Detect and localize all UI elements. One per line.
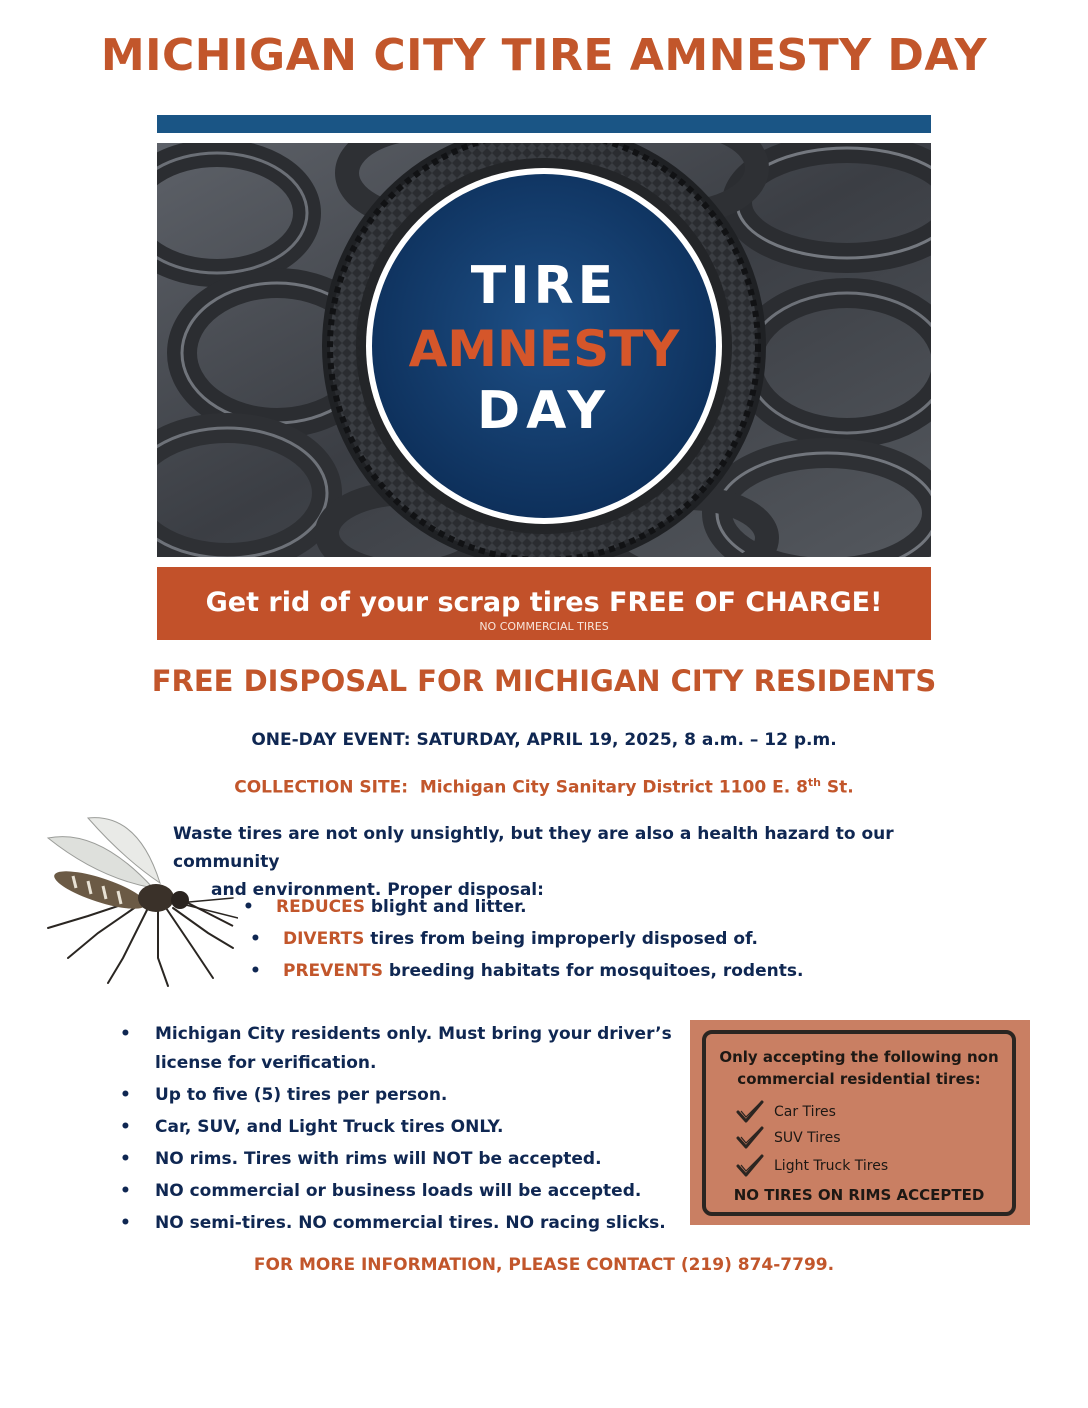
accepted-tire-label: SUV Tires [774,1130,841,1146]
accepted-tire-item [736,1100,836,1124]
rule-item [120,1020,680,1078]
bullet: • [120,1085,131,1105]
benefit-keyword: DIVERTS [283,929,365,949]
rule-item [120,1081,680,1110]
event-date: ONE-DAY EVENT: SATURDAY, APRIL 19, 2025, 8 a.m. – 12 p.m. [251,730,837,750]
benefit-text: blight and litter. [364,897,527,917]
accepted-tire-item [736,1126,841,1150]
collection-site [0,776,1088,798]
benefit-item [250,961,870,981]
free-of-charge-banner [157,567,931,640]
rule-item [120,1145,680,1174]
accepted-tires-title [706,1046,1012,1090]
banner-subtext: NO COMMERCIAL TIRES [479,620,609,633]
benefit-text: breeding habitats for mosquitoes, rodents. [383,961,804,981]
badge-text-day: DAY [476,381,612,441]
collection-site-address: Michigan City Sanitary District 1100 E. 8 [419,777,808,798]
banner-headline: Get rid of your scrap tires FREE OF CHARGE! [205,587,883,618]
section-heading: FREE DISPOSAL FOR MICHIGAN CITY RESIDENTS [151,664,937,698]
badge-text-tire: TIRE [470,256,618,316]
accepted-tires-frame [702,1030,1016,1216]
rule-text: NO rims. Tires with rims will NOT be accepted. [155,1149,602,1169]
benefit-text: tires from being improperly disposed of. [364,929,758,949]
rule-text: Michigan City residents only. Must bring your driver’s license for verification. [155,1024,672,1073]
benefit-item [243,897,863,917]
no-rims-notice: NO TIRES ON RIMS ACCEPTED [733,1186,985,1204]
bullet: • [120,1117,131,1137]
bullet: • [120,1181,131,1201]
collection-site-label: COLLECTION SITE: [234,777,409,798]
accepted-tires-title-line-1: Only accepting the following non [719,1048,999,1066]
rule-text: Up to five (5) tires per person. [155,1085,448,1105]
bullet: • [120,1024,131,1044]
intro-line-2: and environment. Proper disposal: [211,880,544,900]
benefit-keyword: PREVENTS [283,961,383,981]
accepted-tire-label: Light Truck Tires [774,1158,889,1174]
page-title: MICHIGAN CITY TIRE AMNESTY DAY [100,30,988,81]
intro-paragraph [173,820,1003,904]
accepted-tire-item [736,1154,888,1178]
blue-divider-bar [157,115,931,133]
contact-info: FOR MORE INFORMATION, PLEASE CONTACT (219) 874-7799. [253,1255,835,1275]
rule-item [120,1209,680,1238]
checkmark-icon [736,1126,764,1150]
hero-tire-image [157,143,931,557]
accepted-tires-title-line-2: commercial residential tires: [737,1070,981,1088]
badge-text-amnesty: AMNESTY [408,320,680,378]
bullet: • [250,929,261,949]
accepted-tire-label: Car Tires [774,1104,836,1120]
accepted-tires-box [690,1020,1030,1225]
bullet: • [120,1213,131,1233]
rule-item [120,1113,680,1142]
bullet: • [243,897,254,917]
rule-text: NO semi-tires. NO commercial tires. NO racing slicks. [155,1213,666,1233]
benefit-keyword: REDUCES [276,897,365,917]
bullet: • [250,961,261,981]
collection-site-street: St. [821,777,854,798]
bullet: • [120,1149,131,1169]
rule-text: NO commercial or business loads will be accepted. [155,1181,642,1201]
rule-item [120,1177,680,1206]
checkmark-icon [736,1100,764,1124]
checkmark-icon [736,1154,764,1178]
intro-line-1: Waste tires are not only unsightly, but they are also a health hazard to our community [173,824,894,872]
benefit-item [250,929,870,949]
rule-text: Car, SUV, and Light Truck tires ONLY. [155,1117,504,1137]
ordinal-suffix: th [807,776,821,789]
